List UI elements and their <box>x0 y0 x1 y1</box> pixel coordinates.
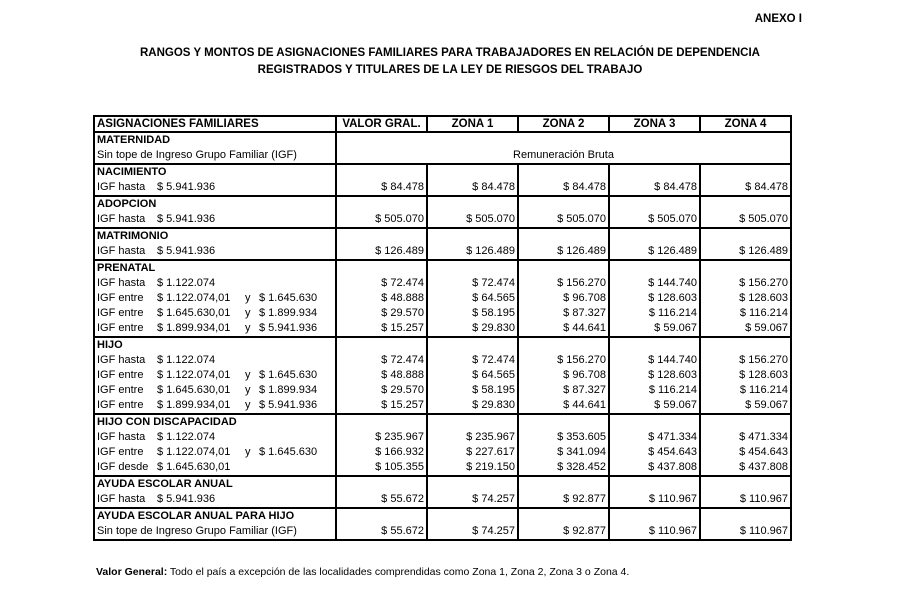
section-title: MATERNIDAD <box>94 132 336 148</box>
value-zona-3: $ 59.067 <box>609 398 700 414</box>
value-general: $ 55.672 <box>336 492 427 508</box>
table-row <box>94 180 791 196</box>
value-zona-4: $ 110.967 <box>700 492 791 508</box>
value-zona-1: $ 72.474 <box>427 353 518 368</box>
range-from: $ 1.899.934,01 <box>157 322 231 334</box>
table-row <box>94 445 791 460</box>
value-zona-1: $ 227.617 <box>427 445 518 460</box>
range-from: $ 1.122.074 <box>157 431 216 443</box>
empty-cell <box>427 228 518 244</box>
empty-cell <box>336 196 427 212</box>
value-zona-3: $ 128.603 <box>609 368 700 383</box>
empty-cell <box>518 476 609 492</box>
range-from: $ 1.122.074 <box>157 354 216 366</box>
header-zona-4: ZONA 4 <box>700 116 791 132</box>
value-zona-2: $ 44.641 <box>518 321 609 337</box>
row-label <box>94 212 336 228</box>
allowances-table <box>93 115 792 541</box>
value-zona-4: $ 110.967 <box>700 524 791 540</box>
header-valor-gral: VALOR GRAL. <box>336 116 427 132</box>
section-title-row <box>94 260 791 276</box>
empty-cell <box>336 508 427 524</box>
value-zona-2: $ 44.641 <box>518 398 609 414</box>
empty-cell <box>518 164 609 180</box>
range-to: $ 1.899.934 <box>259 384 318 396</box>
empty-cell <box>700 414 791 430</box>
value-zona-4: $ 156.270 <box>700 276 791 291</box>
table-row <box>94 212 791 228</box>
row-label <box>94 445 336 460</box>
row-label <box>94 180 336 196</box>
empty-cell <box>518 414 609 430</box>
empty-cell <box>609 260 700 276</box>
value-zona-1: $ 74.257 <box>427 524 518 540</box>
row-label <box>94 368 336 383</box>
row-label <box>94 430 336 445</box>
range-to: $ 1.899.934 <box>259 307 318 319</box>
value-zona-1: $ 64.565 <box>427 291 518 306</box>
section-title-row <box>94 337 791 353</box>
value-zona-4: $ 454.643 <box>700 445 791 460</box>
table-row <box>94 383 791 398</box>
empty-cell <box>518 508 609 524</box>
range-type: IGF entre <box>97 369 144 381</box>
empty-cell <box>700 508 791 524</box>
value-zona-1: $ 29.830 <box>427 398 518 414</box>
value-zona-3: $ 144.740 <box>609 353 700 368</box>
section-title-row <box>94 132 791 148</box>
value-general: $ 105.355 <box>336 460 427 476</box>
empty-cell <box>609 476 700 492</box>
value-zona-2: $ 353.605 <box>518 430 609 445</box>
table-row <box>94 492 791 508</box>
section-title: ADOPCION <box>94 196 336 212</box>
range-to: $ 5.941.936 <box>259 322 318 334</box>
value-zona-3: $ 454.643 <box>609 445 700 460</box>
range-type: IGF entre <box>97 322 144 334</box>
table-section <box>94 164 791 196</box>
value-zona-2: $ 92.877 <box>518 492 609 508</box>
table-header-row <box>94 116 791 132</box>
table-row <box>94 460 791 476</box>
section-title: PRENATAL <box>94 260 336 276</box>
range-connector: y <box>245 322 251 334</box>
value-general: $ 29.570 <box>336 383 427 398</box>
empty-cell <box>336 476 427 492</box>
value-zona-3: $ 437.808 <box>609 460 700 476</box>
range-type: IGF desde <box>97 461 149 473</box>
empty-cell <box>700 476 791 492</box>
section-title-row <box>94 414 791 430</box>
section-title: NACIMIENTO <box>94 164 336 180</box>
empty-cell <box>518 260 609 276</box>
row-label: Sin tope de Ingreso Grupo Familiar (IGF) <box>94 148 336 164</box>
empty-cell <box>336 337 427 353</box>
table-section <box>94 508 791 540</box>
row-label <box>94 353 336 368</box>
empty-cell <box>336 260 427 276</box>
value-zona-2: $ 156.270 <box>518 353 609 368</box>
range-type: IGF entre <box>97 307 144 319</box>
value-zona-1: $ 29.830 <box>427 321 518 337</box>
range-from: $ 1.122.074,01 <box>157 292 231 304</box>
table-section <box>94 337 791 414</box>
value-zona-1: $ 74.257 <box>427 492 518 508</box>
empty-cell <box>427 476 518 492</box>
table-row <box>94 306 791 321</box>
value-zona-1: $ 72.474 <box>427 276 518 291</box>
empty-cell <box>700 196 791 212</box>
footnote-label: Valor General: <box>96 566 168 578</box>
value-zona-4: $ 59.067 <box>700 398 791 414</box>
value-zona-4: $ 471.334 <box>700 430 791 445</box>
value-zona-4: $ 116.214 <box>700 383 791 398</box>
value-zona-2: $ 87.327 <box>518 383 609 398</box>
table-row <box>94 148 791 164</box>
empty-cell <box>609 164 700 180</box>
value-zona-1: $ 505.070 <box>427 212 518 228</box>
row-label <box>94 383 336 398</box>
empty-cell <box>518 337 609 353</box>
table-section <box>94 132 791 164</box>
value-general: $ 84.478 <box>336 180 427 196</box>
empty-cell <box>609 337 700 353</box>
value-zona-1: $ 84.478 <box>427 180 518 196</box>
value-zona-3: $ 116.214 <box>609 383 700 398</box>
empty-cell <box>336 414 427 430</box>
value-zona-3: $ 144.740 <box>609 276 700 291</box>
value-general: $ 48.888 <box>336 291 427 306</box>
document-title-line-1: RANGOS Y MONTOS DE ASIGNACIONES FAMILIARES PARA TRABAJADORES EN RELACIÓN DE DEPENDENCIA <box>139 47 760 59</box>
value-general: $ 55.672 <box>336 524 427 540</box>
empty-cell <box>427 196 518 212</box>
range-connector: y <box>245 307 251 319</box>
empty-cell <box>609 414 700 430</box>
empty-cell <box>700 260 791 276</box>
range-to: $ 1.645.630 <box>259 292 318 304</box>
empty-cell <box>700 228 791 244</box>
range-type: IGF entre <box>97 384 144 396</box>
value-zona-3: $ 126.489 <box>609 244 700 260</box>
value-general: $ 15.257 <box>336 398 427 414</box>
table-section <box>94 260 791 337</box>
empty-cell <box>427 508 518 524</box>
value-general: $ 72.474 <box>336 276 427 291</box>
row-label <box>94 244 336 260</box>
range-from: $ 1.645.630,01 <box>157 384 231 396</box>
empty-cell <box>336 164 427 180</box>
range-to: $ 5.941.936 <box>259 399 318 411</box>
range-to: $ 1.645.630 <box>259 446 318 458</box>
section-title: HIJO CON DISCAPACIDAD <box>94 414 336 430</box>
section-title: AYUDA ESCOLAR ANUAL PARA HIJO <box>94 508 336 524</box>
value-zona-4: $ 59.067 <box>700 321 791 337</box>
value-zona-4: $ 116.214 <box>700 306 791 321</box>
range-from: $ 1.645.630,01 <box>157 307 231 319</box>
value-zona-3: $ 471.334 <box>609 430 700 445</box>
range-type: IGF hasta <box>97 213 146 225</box>
range-from: $ 1.899.934,01 <box>157 399 231 411</box>
value-zona-2: $ 92.877 <box>518 524 609 540</box>
empty-cell <box>427 337 518 353</box>
row-label <box>94 291 336 306</box>
header-asignaciones: ASIGNACIONES FAMILIARES <box>94 116 336 132</box>
range-connector: y <box>245 292 251 304</box>
empty-cell <box>518 196 609 212</box>
value-zona-3: $ 505.070 <box>609 212 700 228</box>
value-zona-4: $ 126.489 <box>700 244 791 260</box>
value-zona-2: $ 126.489 <box>518 244 609 260</box>
row-label <box>94 398 336 414</box>
empty-cell <box>700 337 791 353</box>
table-section <box>94 414 791 476</box>
table-section <box>94 476 791 508</box>
empty-cell <box>336 228 427 244</box>
range-from: $ 5.941.936 <box>157 213 216 225</box>
value-zona-2: $ 84.478 <box>518 180 609 196</box>
row-label: Sin tope de Ingreso Grupo Familiar (IGF) <box>94 524 336 540</box>
section-title-row <box>94 196 791 212</box>
footnote <box>96 566 629 578</box>
value-zona-2: $ 96.708 <box>518 291 609 306</box>
value-zona-2: $ 87.327 <box>518 306 609 321</box>
value-zona-3: $ 110.967 <box>609 492 700 508</box>
empty-cell <box>427 414 518 430</box>
section-title: HIJO <box>94 337 336 353</box>
row-label <box>94 306 336 321</box>
range-type: IGF hasta <box>97 493 146 505</box>
section-title-row <box>94 228 791 244</box>
value-general: $ 126.489 <box>336 244 427 260</box>
range-type: IGF hasta <box>97 245 146 257</box>
annex-label: ANEXO I <box>754 13 802 25</box>
value-general: $ 72.474 <box>336 353 427 368</box>
table-row <box>94 291 791 306</box>
empty-cell <box>609 508 700 524</box>
value-zona-4: $ 156.270 <box>700 353 791 368</box>
value-zona-1: $ 58.195 <box>427 306 518 321</box>
table-row <box>94 244 791 260</box>
value-zona-2: $ 505.070 <box>518 212 609 228</box>
value-zona-2: $ 96.708 <box>518 368 609 383</box>
value-zona-1: $ 219.150 <box>427 460 518 476</box>
table-row <box>94 430 791 445</box>
value-general: $ 48.888 <box>336 368 427 383</box>
range-connector: y <box>245 384 251 396</box>
value-zona-3: $ 59.067 <box>609 321 700 337</box>
table-section <box>94 228 791 260</box>
range-type: IGF hasta <box>97 431 146 443</box>
section-title: AYUDA ESCOLAR ANUAL <box>94 476 336 492</box>
header-zona-3: ZONA 3 <box>609 116 700 132</box>
empty-cell <box>609 228 700 244</box>
value-zona-4: $ 84.478 <box>700 180 791 196</box>
table-section <box>94 196 791 228</box>
range-type: IGF entre <box>97 292 144 304</box>
empty-cell <box>609 196 700 212</box>
value-general: $ 15.257 <box>336 321 427 337</box>
value-zona-1: $ 58.195 <box>427 383 518 398</box>
value-zona-3: $ 128.603 <box>609 291 700 306</box>
range-type: IGF hasta <box>97 354 146 366</box>
value-zona-2: $ 328.452 <box>518 460 609 476</box>
header-zona-2: ZONA 2 <box>518 116 609 132</box>
row-label <box>94 321 336 337</box>
table-row <box>94 276 791 291</box>
value-zona-4: $ 128.603 <box>700 291 791 306</box>
range-type: IGF entre <box>97 399 144 411</box>
range-from: $ 1.122.074,01 <box>157 446 231 458</box>
value-zona-4: $ 128.603 <box>700 368 791 383</box>
range-from: $ 1.645.630,01 <box>157 461 231 473</box>
empty-cell <box>336 132 791 148</box>
value-zona-1: $ 235.967 <box>427 430 518 445</box>
empty-cell <box>427 260 518 276</box>
range-from: $ 1.122.074,01 <box>157 369 231 381</box>
value-zona-4: $ 505.070 <box>700 212 791 228</box>
document-title-line-2: REGISTRADOS Y TITULARES DE LA LEY DE RIESGOS DEL TRABAJO <box>257 64 643 76</box>
value-general: $ 29.570 <box>336 306 427 321</box>
range-type: IGF hasta <box>97 181 146 193</box>
value-zona-2: $ 341.094 <box>518 445 609 460</box>
merged-value: Remuneración Bruta <box>336 148 791 164</box>
range-from: $ 1.122.074 <box>157 277 216 289</box>
table-row <box>94 321 791 337</box>
section-title-row <box>94 164 791 180</box>
row-label <box>94 492 336 508</box>
range-type: IGF hasta <box>97 277 146 289</box>
range-to: $ 1.645.630 <box>259 369 318 381</box>
value-zona-1: $ 64.565 <box>427 368 518 383</box>
value-zona-4: $ 437.808 <box>700 460 791 476</box>
range-from: $ 5.941.936 <box>157 181 216 193</box>
empty-cell <box>427 164 518 180</box>
value-zona-3: $ 110.967 <box>609 524 700 540</box>
value-zona-3: $ 116.214 <box>609 306 700 321</box>
range-from: $ 5.941.936 <box>157 493 216 505</box>
table-row <box>94 353 791 368</box>
row-label <box>94 460 336 476</box>
value-general: $ 235.967 <box>336 430 427 445</box>
header-zona-1: ZONA 1 <box>427 116 518 132</box>
range-type: IGF entre <box>97 446 144 458</box>
table-row <box>94 398 791 414</box>
empty-cell <box>700 164 791 180</box>
table-row <box>94 368 791 383</box>
range-connector: y <box>245 446 251 458</box>
empty-cell <box>518 228 609 244</box>
value-general: $ 505.070 <box>336 212 427 228</box>
section-title-row <box>94 508 791 524</box>
row-label <box>94 276 336 291</box>
value-zona-3: $ 84.478 <box>609 180 700 196</box>
section-title-row <box>94 476 791 492</box>
value-general: $ 166.932 <box>336 445 427 460</box>
footnote-text: Todo el país a excepción de las localidades comprendidas como Zona 1, Zona 2, Zona 3 o Zona 4. <box>167 566 630 578</box>
section-title: MATRIMONIO <box>94 228 336 244</box>
range-from: $ 5.941.936 <box>157 245 216 257</box>
table-row <box>94 524 791 540</box>
value-zona-1: $ 126.489 <box>427 244 518 260</box>
range-connector: y <box>245 369 251 381</box>
range-connector: y <box>245 399 251 411</box>
value-zona-2: $ 156.270 <box>518 276 609 291</box>
